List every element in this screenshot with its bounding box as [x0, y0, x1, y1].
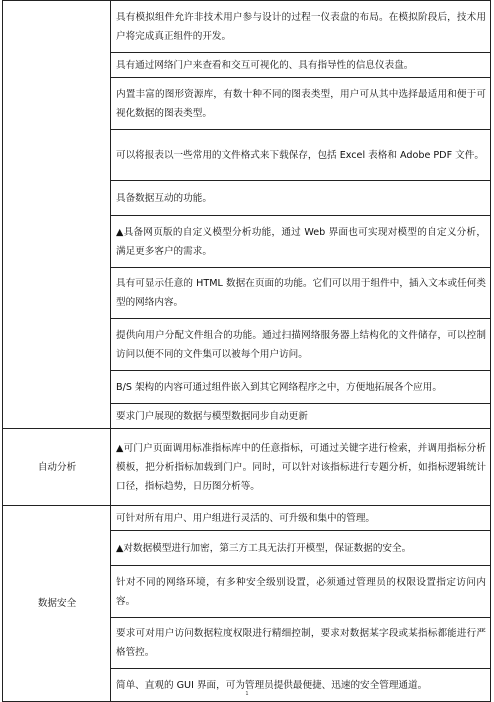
requirement-cell: B/S 架构的内容可通过组件嵌入到其它网络程序之中，方便地拓展各个应用。 [111, 371, 491, 404]
table-row [3, 429, 491, 506]
table-row [3, 1, 491, 53]
requirement-cell: 具有模拟组件允许非技术用户参与设计的过程一仪表盘的布局。在模拟阶段后，技术用户将完成真正组件的开发。 [111, 1, 491, 53]
category-data-security: 数据安全 [3, 506, 111, 702]
requirement-cell: ▲可门户页面调用标准指标库中的任意指标，可通过关键字进行检索，并调用指标分析模板，把分析指标加载到门户。同时，可以针对该指标进行专题分析，如指标逻辑统计口径，指标趋势，日历图分析等。 [111, 429, 491, 506]
category-cell-empty [3, 1, 111, 429]
requirement-cell: 针对不同的网络环境，有多种安全级别设置，必须通过管理员的权限设置指定访问内容。 [111, 566, 491, 618]
requirement-cell: 具有通过网络门户来查看和交互可视化的、具有指导性的信息仪表盘。 [111, 53, 491, 78]
requirements-table [2, 0, 491, 702]
requirement-cell: 可以将报表以一些常用的文件格式来下载保存，包括 Excel 表格和 Adobe PDF 文件。 [111, 130, 491, 181]
requirement-cell: ▲对数据模型进行加密，第三方工具无法打开模型，保证数据的安全。 [111, 531, 491, 566]
table-row [3, 506, 491, 531]
requirement-cell: 要求门户展现的数据与模型数据同步自动更新 [111, 404, 491, 429]
requirement-cell: 要求可对用户访问数据粒度权限进行精细控制，要求对数据某字段或某指标都能进行严格管控。 [111, 618, 491, 669]
requirement-cell: 提供向用户分配文件组合的功能。通过扫描网络服务器上结构化的文件储存，可以控制访问以便不同的文件集可以被每个用户访问。 [111, 319, 491, 371]
requirement-cell: 具备数据互动的功能。 [111, 181, 491, 216]
requirement-cell: ▲具备网页版的自定义模型分析功能，通过 Web 界面也可实现对模型的自定义分析，满足更多客户的需求。 [111, 216, 491, 268]
requirement-cell: 内置丰富的图形资源库，有数十种不同的图表类型，用户可从其中选择最适用和便于可视化数据的图表类型。 [111, 78, 491, 130]
requirement-cell: 可针对所有用户、用户组进行灵活的、可升级和集中的管理。 [111, 506, 491, 531]
requirement-cell: 具有可显示任意的 HTML 数据在页面的功能。它们可以用于组件中，插入文本或任何类型的网络内容。 [111, 268, 491, 319]
requirement-cell: 简单、直观的 GUI 界面，可为管理员提供最便捷、迅速的安全管理通道。 [111, 669, 491, 702]
category-auto-analysis: 自动分析 [3, 429, 111, 506]
page-number: 1 [245, 691, 249, 697]
